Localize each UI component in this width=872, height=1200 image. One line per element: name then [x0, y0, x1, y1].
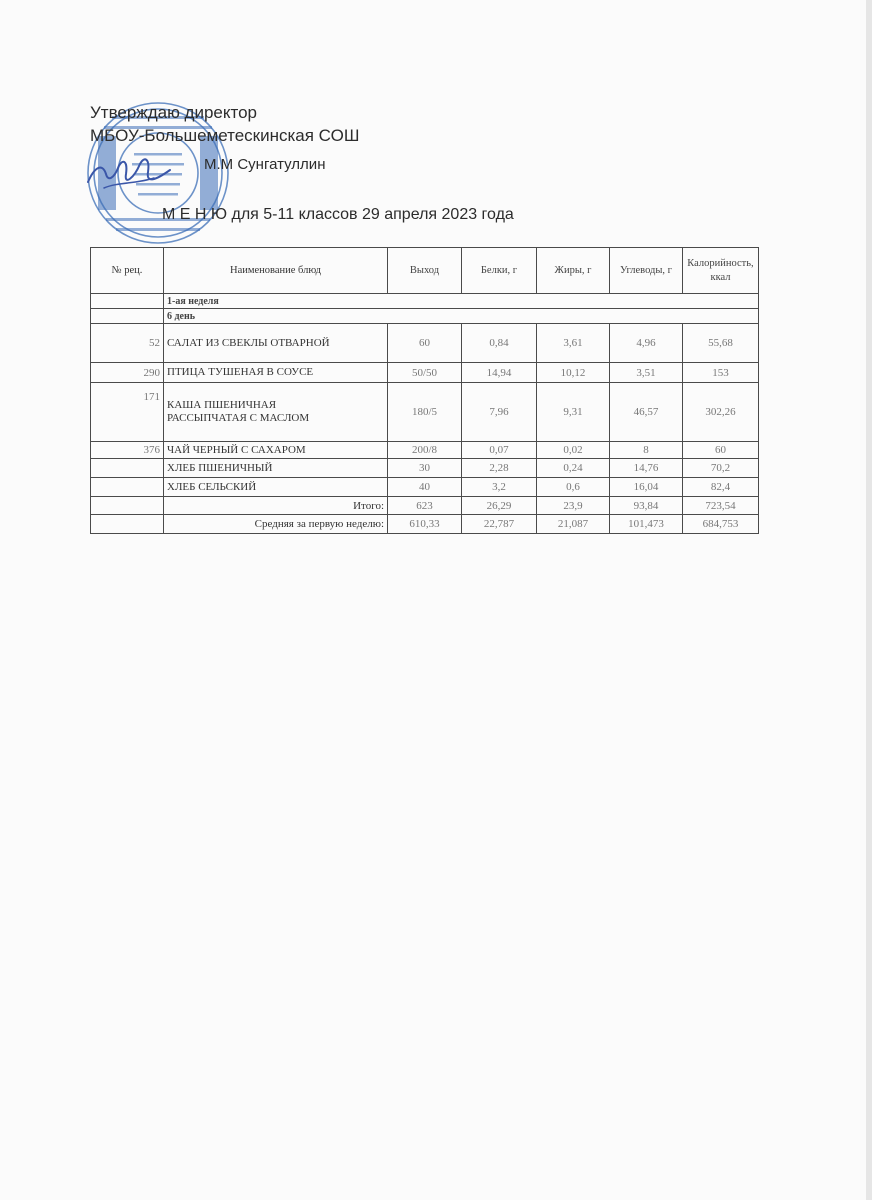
- col-header-name: Наименование блюд: [164, 248, 388, 294]
- average-carbs: 101,473: [610, 515, 683, 534]
- dish-name-line: КАША ПШЕНИЧНАЯ: [167, 399, 277, 411]
- total-output: 623: [388, 497, 462, 515]
- dish-protein: 7,96: [462, 383, 537, 442]
- average-row: [91, 515, 759, 534]
- signature-icon: [84, 148, 174, 194]
- recipe-code: [91, 459, 164, 478]
- recipe-code: 52: [91, 324, 164, 363]
- total-row: [91, 497, 759, 515]
- school-name: МБОУ-Большеметескинская СОШ: [90, 126, 360, 145]
- dish-carbs: 8: [610, 442, 683, 459]
- recipe-code: 290: [91, 363, 164, 383]
- total-protein: 26,29: [462, 497, 537, 515]
- dish-protein: 0,84: [462, 324, 537, 363]
- dish-output: 40: [388, 478, 462, 497]
- dish-output: 60: [388, 324, 462, 363]
- dish-name: ПТИЦА ТУШЕНАЯ В СОУСЕ: [164, 363, 388, 383]
- col-header-fat: Жиры, г: [537, 248, 610, 294]
- dish-carbs: 16,04: [610, 478, 683, 497]
- week-row: [91, 294, 759, 309]
- dish-fat: 10,12: [537, 363, 610, 383]
- col-header-kcal: Калорийность, ккал: [683, 248, 759, 294]
- dish-name: ХЛЕБ СЕЛЬСКИЙ: [164, 478, 388, 497]
- average-output: 610,33: [388, 515, 462, 534]
- dish-protein: 2,28: [462, 459, 537, 478]
- dish-protein: 0,07: [462, 442, 537, 459]
- col-header-carbs: Углеводы, г: [610, 248, 683, 294]
- average-protein: 22,787: [462, 515, 537, 534]
- page-edge: [866, 0, 872, 1200]
- dish-fat: 9,31: [537, 383, 610, 442]
- recipe-code: [91, 478, 164, 497]
- dish-name: САЛАТ ИЗ СВЕКЛЫ ОТВАРНОЙ: [164, 324, 388, 363]
- table-header-row: [91, 248, 759, 294]
- average-kcal: 684,753: [683, 515, 759, 534]
- menu-title: М Е Н Ю для 5-11 классов 29 апреля 2023 года: [162, 206, 514, 223]
- dish-output: 30: [388, 459, 462, 478]
- recipe-code: 171: [91, 383, 164, 442]
- dish-name: ЧАЙ ЧЕРНЫЙ С САХАРОМ: [164, 442, 388, 459]
- dish-carbs: 46,57: [610, 383, 683, 442]
- table-row: [91, 478, 759, 497]
- total-fat: 23,9: [537, 497, 610, 515]
- average-label: Средняя за первую неделю:: [164, 515, 388, 534]
- day-row: [91, 309, 759, 324]
- dish-fat: 0,24: [537, 459, 610, 478]
- total-label: Итого:: [164, 497, 388, 515]
- day-label: 6 день: [164, 309, 759, 324]
- table-row: [91, 324, 759, 363]
- dish-output: 50/50: [388, 363, 462, 383]
- table-row: [91, 383, 759, 442]
- col-header-code: № рец.: [91, 248, 164, 294]
- table-row: [91, 363, 759, 383]
- recipe-code: 376: [91, 442, 164, 459]
- dish-kcal: 60: [683, 442, 759, 459]
- week-label: 1-ая неделя: [164, 294, 759, 309]
- total-carbs: 93,84: [610, 497, 683, 515]
- dish-name: ХЛЕБ ПШЕНИЧНЫЙ: [164, 459, 388, 478]
- dish-fat: 0,02: [537, 442, 610, 459]
- dish-protein: 14,94: [462, 363, 537, 383]
- approval-line: Утверждаю директор: [90, 103, 258, 122]
- dish-kcal: 55,68: [683, 324, 759, 363]
- table-row: [91, 459, 759, 478]
- menu-table: [90, 247, 759, 534]
- signer-name: М.М Сунгатуллин: [204, 156, 326, 173]
- dish-carbs: 3,51: [610, 363, 683, 383]
- dish-kcal: 82,4: [683, 478, 759, 497]
- dish-protein: 3,2: [462, 478, 537, 497]
- col-header-protein: Белки, г: [462, 248, 537, 294]
- col-header-output: Выход: [388, 248, 462, 294]
- dish-fat: 3,61: [537, 324, 610, 363]
- dish-output: 180/5: [388, 383, 462, 442]
- average-fat: 21,087: [537, 515, 610, 534]
- dish-carbs: 14,76: [610, 459, 683, 478]
- total-kcal: 723,54: [683, 497, 759, 515]
- dish-output: 200/8: [388, 442, 462, 459]
- dish-carbs: 4,96: [610, 324, 683, 363]
- dish-kcal: 153: [683, 363, 759, 383]
- dish-kcal: 302,26: [683, 383, 759, 442]
- dish-name: [164, 383, 388, 442]
- dish-kcal: 70,2: [683, 459, 759, 478]
- dish-name-line: РАССЫПЧАТАЯ С МАСЛОМ: [167, 412, 310, 424]
- table-row: [91, 442, 759, 459]
- dish-fat: 0,6: [537, 478, 610, 497]
